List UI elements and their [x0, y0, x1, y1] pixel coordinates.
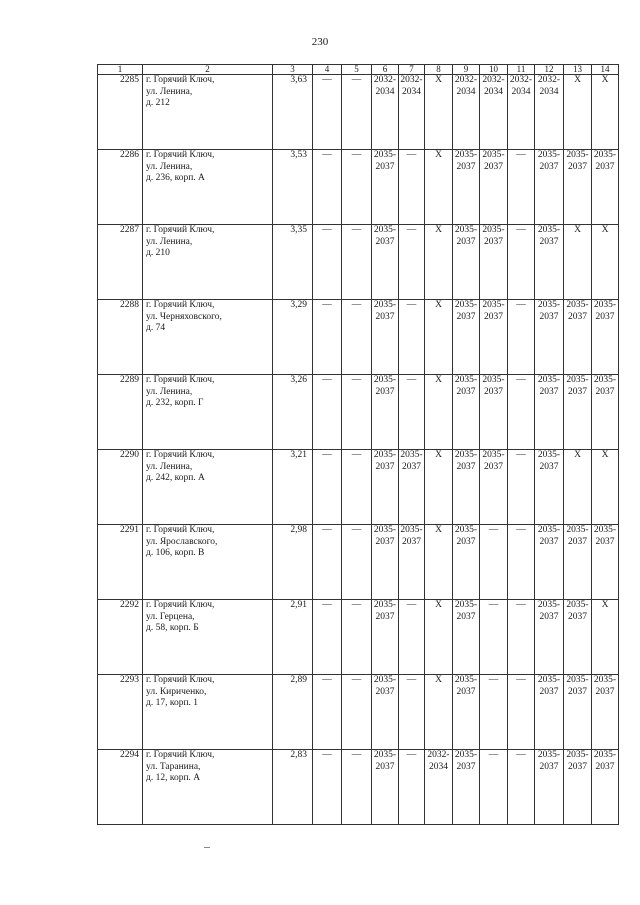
address-line: ул. Ленина,: [146, 161, 193, 172]
address-line: ул. Таранина,: [146, 761, 201, 772]
period-cell: 2035- 2037: [372, 300, 399, 375]
page-number: 230: [311, 36, 329, 48]
period-cell: —: [313, 375, 342, 450]
row-number-cell: 2288: [98, 300, 143, 375]
period-cell: 2035- 2037: [535, 600, 564, 675]
column-number-cell: 1: [98, 65, 143, 75]
period-cell: —: [399, 675, 425, 750]
period-cell: 2035- 2037: [535, 150, 564, 225]
address-line: д. 210: [146, 248, 170, 258]
period-cell: 2035- 2037: [535, 675, 564, 750]
address-cell: [143, 75, 273, 150]
period-cell: 2035- 2037: [372, 225, 399, 300]
address-line: д. 236, корп. А: [146, 173, 205, 183]
period-cell: X: [564, 75, 592, 150]
period-cell: —: [313, 450, 342, 525]
period-cell: 2035- 2037: [372, 675, 399, 750]
period-cell: —: [399, 600, 425, 675]
address-line: д. 17, корп. 1: [146, 698, 199, 708]
address-line: д. 12, корп. А: [146, 773, 201, 783]
period-cell: 2032- 2034: [480, 75, 508, 150]
table-row: [98, 450, 619, 525]
address-cell: [143, 300, 273, 375]
period-cell: 2032- 2034: [372, 75, 399, 150]
address-line: ул. Ленина,: [146, 236, 193, 247]
period-cell: 2035- 2037: [592, 300, 619, 375]
address-line: д. 74: [146, 323, 166, 333]
period-cell: 2035- 2037: [453, 450, 480, 525]
period-cell: 2035- 2037: [592, 750, 619, 825]
address-line: ул. Ленина,: [146, 86, 193, 97]
period-cell: 2035- 2037: [372, 750, 399, 825]
area-cell: 3,53: [273, 150, 313, 225]
area-cell: 2,98: [273, 525, 313, 600]
area-cell: 2,91: [273, 600, 313, 675]
period-cell: X: [592, 75, 619, 150]
column-number-cell: 2: [143, 65, 273, 75]
address-line: г. Горячий Ключ,: [146, 600, 215, 610]
period-cell: 2035- 2037: [564, 525, 592, 600]
address-cell: [143, 525, 273, 600]
table-row: [98, 75, 619, 150]
row-number-cell: 2293: [98, 675, 143, 750]
table-row: [98, 150, 619, 225]
period-cell: —: [342, 150, 372, 225]
period-cell: X: [425, 675, 453, 750]
column-number-cell: 7: [399, 65, 425, 75]
table-row: [98, 750, 619, 825]
period-cell: 2035- 2037: [535, 450, 564, 525]
period-cell: 2035- 2037: [399, 525, 425, 600]
period-cell: —: [313, 225, 342, 300]
column-number-cell: 13: [564, 65, 592, 75]
period-cell: —: [508, 375, 535, 450]
period-cell: X: [425, 600, 453, 675]
column-number-cell: 3: [273, 65, 313, 75]
period-cell: 2035- 2037: [592, 675, 619, 750]
period-cell: 2035- 2037: [453, 600, 480, 675]
period-cell: 2035- 2037: [453, 750, 480, 825]
table-row: [98, 375, 619, 450]
period-cell: 2035- 2037: [372, 525, 399, 600]
period-cell: 2035- 2037: [564, 375, 592, 450]
row-number-cell: 2291: [98, 525, 143, 600]
address-cell: [143, 225, 273, 300]
area-cell: 2,83: [273, 750, 313, 825]
address-line: ул. Ленина,: [146, 461, 193, 472]
address-line: ул. Кириченко,: [146, 686, 207, 697]
address-line: г. Горячий Ключ,: [146, 75, 215, 85]
table-row: [98, 525, 619, 600]
area-cell: 3,26: [273, 375, 313, 450]
period-cell: 2035- 2037: [453, 675, 480, 750]
period-cell: —: [313, 150, 342, 225]
column-number-cell: 4: [313, 65, 342, 75]
period-cell: 2035- 2037: [372, 375, 399, 450]
area-cell: 2,89: [273, 675, 313, 750]
period-cell: 2035- 2037: [372, 450, 399, 525]
address-line: г. Горячий Ключ,: [146, 525, 215, 535]
period-cell: 2035- 2037: [564, 675, 592, 750]
repair-schedule-table: [97, 64, 619, 825]
period-cell: —: [342, 75, 372, 150]
address-line: г. Горячий Ключ,: [146, 150, 215, 160]
period-cell: X: [592, 225, 619, 300]
period-cell: —: [313, 525, 342, 600]
period-cell: —: [399, 225, 425, 300]
period-cell: 2035- 2037: [453, 525, 480, 600]
column-number-row: [98, 65, 619, 75]
period-cell: —: [342, 300, 372, 375]
period-cell: —: [508, 750, 535, 825]
table-row: [98, 600, 619, 675]
row-number-cell: 2289: [98, 375, 143, 450]
period-cell: —: [342, 450, 372, 525]
table-row: [98, 225, 619, 300]
period-cell: 2035- 2037: [592, 525, 619, 600]
period-cell: —: [508, 525, 535, 600]
column-number-cell: 8: [425, 65, 453, 75]
period-cell: —: [480, 750, 508, 825]
row-number-cell: 2287: [98, 225, 143, 300]
address-line: ул. Герцена,: [146, 611, 195, 622]
period-cell: X: [564, 450, 592, 525]
period-cell: 2035- 2037: [372, 600, 399, 675]
area-cell: 3,35: [273, 225, 313, 300]
period-cell: —: [342, 525, 372, 600]
period-cell: 2035- 2037: [535, 525, 564, 600]
period-cell: 2035- 2037: [480, 150, 508, 225]
period-cell: 2032- 2034: [453, 75, 480, 150]
address-line: г. Горячий Ключ,: [146, 675, 215, 685]
period-cell: X: [425, 75, 453, 150]
period-cell: —: [399, 150, 425, 225]
address-line: д. 106, корп. В: [146, 548, 205, 558]
period-cell: —: [342, 225, 372, 300]
period-cell: 2035- 2037: [480, 450, 508, 525]
period-cell: —: [508, 675, 535, 750]
area-cell: 3,21: [273, 450, 313, 525]
period-cell: 2032- 2034: [508, 75, 535, 150]
scan-mark: [204, 847, 210, 848]
column-number-cell: 11: [508, 65, 535, 75]
address-line: ул. Черняховского,: [146, 311, 222, 322]
period-cell: —: [399, 375, 425, 450]
column-number-cell: 10: [480, 65, 508, 75]
period-cell: —: [508, 450, 535, 525]
address-line: д. 242, корп. А: [146, 473, 205, 483]
row-number-cell: 2294: [98, 750, 143, 825]
period-cell: —: [313, 300, 342, 375]
area-cell: 3,29: [273, 300, 313, 375]
column-number-cell: 14: [592, 65, 619, 75]
period-cell: —: [313, 750, 342, 825]
period-cell: 2035- 2037: [564, 150, 592, 225]
period-cell: 2035- 2037: [535, 225, 564, 300]
period-cell: —: [508, 225, 535, 300]
period-cell: X: [592, 600, 619, 675]
period-cell: X: [425, 150, 453, 225]
address-cell: [143, 675, 273, 750]
column-number-cell: 9: [453, 65, 480, 75]
period-cell: 2035- 2037: [453, 150, 480, 225]
period-cell: —: [480, 525, 508, 600]
period-cell: X: [425, 225, 453, 300]
column-number-cell: 5: [342, 65, 372, 75]
address-line: г. Горячий Ключ,: [146, 375, 215, 385]
period-cell: X: [425, 450, 453, 525]
period-cell: —: [313, 675, 342, 750]
period-cell: X: [425, 300, 453, 375]
address-line: д. 58, корп. Б: [146, 623, 199, 633]
period-cell: 2035- 2037: [453, 375, 480, 450]
period-cell: —: [313, 600, 342, 675]
row-number-cell: 2292: [98, 600, 143, 675]
period-cell: 2035- 2037: [592, 375, 619, 450]
period-cell: 2032- 2034: [425, 750, 453, 825]
address-cell: [143, 150, 273, 225]
period-cell: —: [342, 600, 372, 675]
period-cell: —: [342, 375, 372, 450]
period-cell: 2035- 2037: [480, 300, 508, 375]
period-cell: —: [313, 75, 342, 150]
address-cell: [143, 750, 273, 825]
address-line: г. Горячий Ключ,: [146, 450, 215, 460]
address-line: д. 232, корп. Г: [146, 398, 204, 408]
period-cell: 2035- 2037: [564, 300, 592, 375]
row-number-cell: 2286: [98, 150, 143, 225]
period-cell: 2035- 2037: [399, 450, 425, 525]
period-cell: —: [508, 600, 535, 675]
column-number-cell: 6: [372, 65, 399, 75]
period-cell: —: [342, 675, 372, 750]
address-line: ул. Ярославского,: [146, 536, 218, 547]
period-cell: 2035- 2037: [535, 375, 564, 450]
period-cell: —: [508, 150, 535, 225]
period-cell: 2035- 2037: [535, 300, 564, 375]
column-number-cell: 12: [535, 65, 564, 75]
address-cell: [143, 600, 273, 675]
period-cell: X: [564, 225, 592, 300]
period-cell: —: [508, 300, 535, 375]
period-cell: X: [592, 450, 619, 525]
period-cell: —: [480, 675, 508, 750]
address-line: г. Горячий Ключ,: [146, 300, 215, 310]
period-cell: X: [425, 525, 453, 600]
period-cell: —: [399, 300, 425, 375]
period-cell: 2035- 2037: [564, 750, 592, 825]
period-cell: 2035- 2037: [453, 300, 480, 375]
table-body: [98, 65, 619, 825]
period-cell: —: [480, 600, 508, 675]
address-line: г. Горячий Ключ,: [146, 750, 215, 760]
period-cell: 2035- 2037: [372, 150, 399, 225]
address-cell: [143, 450, 273, 525]
period-cell: 2032- 2034: [535, 75, 564, 150]
address-cell: [143, 375, 273, 450]
row-number-cell: 2285: [98, 75, 143, 150]
period-cell: 2035- 2037: [592, 150, 619, 225]
row-number-cell: 2290: [98, 450, 143, 525]
period-cell: 2035- 2037: [480, 375, 508, 450]
area-cell: 3,63: [273, 75, 313, 150]
address-line: д. 212: [146, 98, 170, 108]
period-cell: X: [425, 375, 453, 450]
table-row: [98, 675, 619, 750]
address-line: ул. Ленина,: [146, 386, 193, 397]
address-line: г. Горячий Ключ,: [146, 225, 215, 235]
table-row: [98, 300, 619, 375]
period-cell: 2035- 2037: [480, 225, 508, 300]
period-cell: 2035- 2037: [564, 600, 592, 675]
period-cell: 2035- 2037: [453, 225, 480, 300]
period-cell: 2035- 2037: [535, 750, 564, 825]
period-cell: —: [342, 750, 372, 825]
period-cell: 2032- 2034: [399, 75, 425, 150]
period-cell: —: [399, 750, 425, 825]
